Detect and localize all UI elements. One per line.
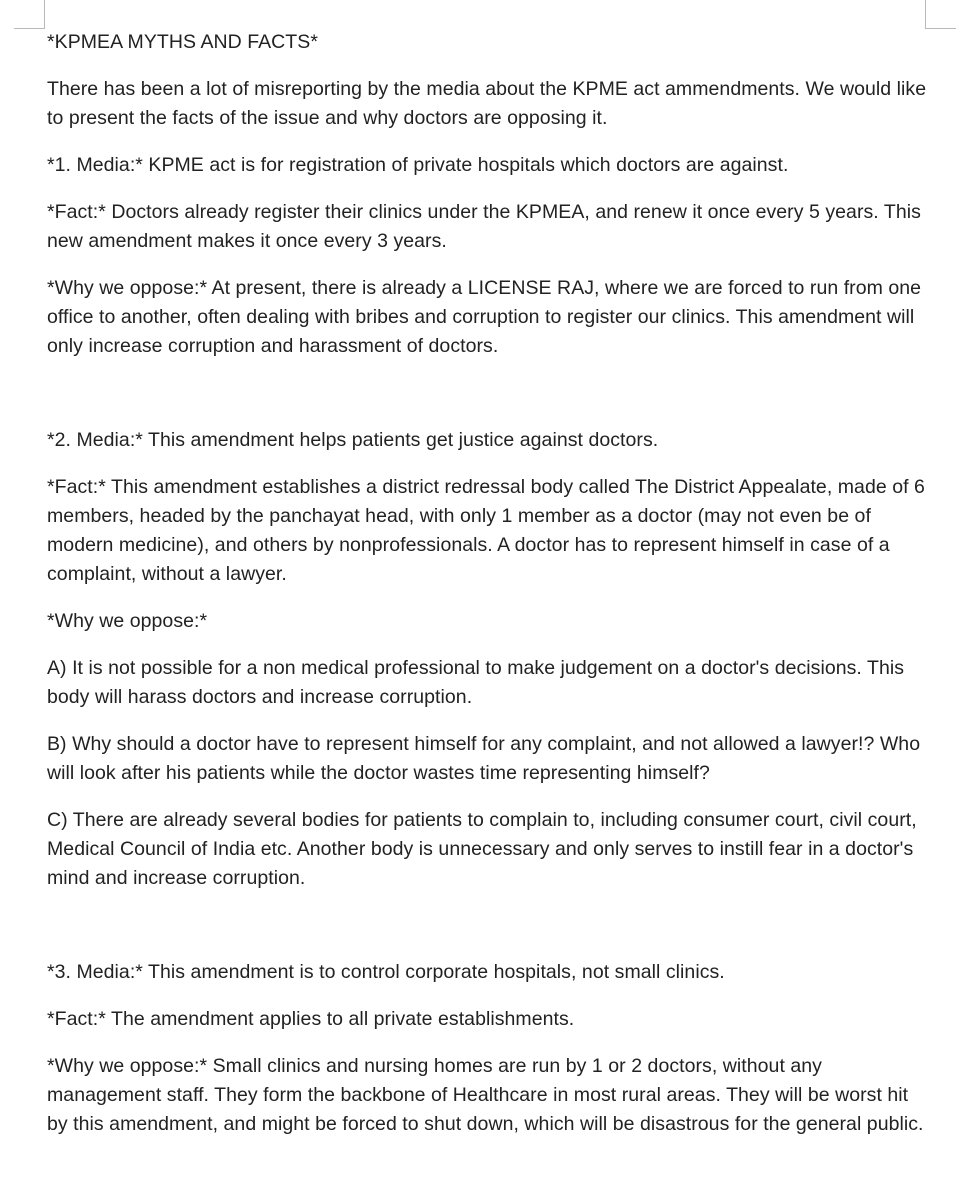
section-1-media: *1. Media:* KPME act is for registration of private hospitals which doctors are against.: [47, 154, 789, 176]
intro-paragraph: There has been a lot of misreporting by the media about the KPME act ammendments. We would like to present the facts of the issue and why doctors are opposing it.: [47, 78, 927, 129]
section-2-point-a: A) It is not possible for a non medical professional to make judgement on a doctor's decisions. This body will harass doctors and increase corruption.: [47, 657, 905, 708]
section-2-media: *2. Media:* This amendment helps patients get justice against doctors.: [47, 429, 659, 451]
section-spacer: [47, 911, 927, 958]
document-body[interactable]: [47, 28, 927, 1157]
page-corner-mark-top-left: [14, 0, 45, 29]
section-2-fact: *Fact:* This amendment establishes a district redressal body called The District Appealate, made of 6 members, headed by the panchayat head, with only 1 member as a doctor (may not even be of modern medicine), and others by nonprofessionals. A doctor has to represent himself in case of a complaint, without a lawyer.: [47, 476, 925, 585]
section-2-point-b: B) Why should a doctor have to represent himself for any complaint, and not allowed a lawyer!? Who will look after his patients while the doctor wastes time representing himself?: [47, 733, 921, 784]
section-3-why: *Why we oppose:* Small clinics and nursing homes are run by 1 or 2 doctors, without any management staff. They form the backbone of Healthcare in most rural areas. They will be worst hit by this amendment, and might be forced to shut down, which will be disastrous for the general public.: [47, 1055, 924, 1135]
section-2-point-c: C) There are already several bodies for patients to complain to, including consumer court, civil court, Medical Council of India etc. Another body is unnecessary and only serves to instill fear in a doctor's mind and increase corruption.: [47, 809, 917, 889]
section-2-why: *Why we oppose:*: [47, 610, 208, 632]
page-corner-mark-top-right: [925, 0, 956, 29]
document-title: *KPMEA MYTHS AND FACTS*: [47, 31, 318, 53]
section-spacer: [47, 379, 927, 426]
section-1-why: *Why we oppose:* At present, there is already a LICENSE RAJ, where we are forced to run from one office to another, often dealing with bribes and corruption to register our clinics. This amendment will only increase corruption and harassment of doctors.: [47, 277, 922, 357]
section-3-media: *3. Media:* This amendment is to control corporate hospitals, not small clinics.: [47, 961, 725, 983]
section-1-fact: *Fact:* Doctors already register their clinics under the KPMEA, and renew it once every 5 years. This new amendment makes it once every 3 years.: [47, 201, 921, 252]
section-3-fact: *Fact:* The amendment applies to all private establishments.: [47, 1008, 575, 1030]
